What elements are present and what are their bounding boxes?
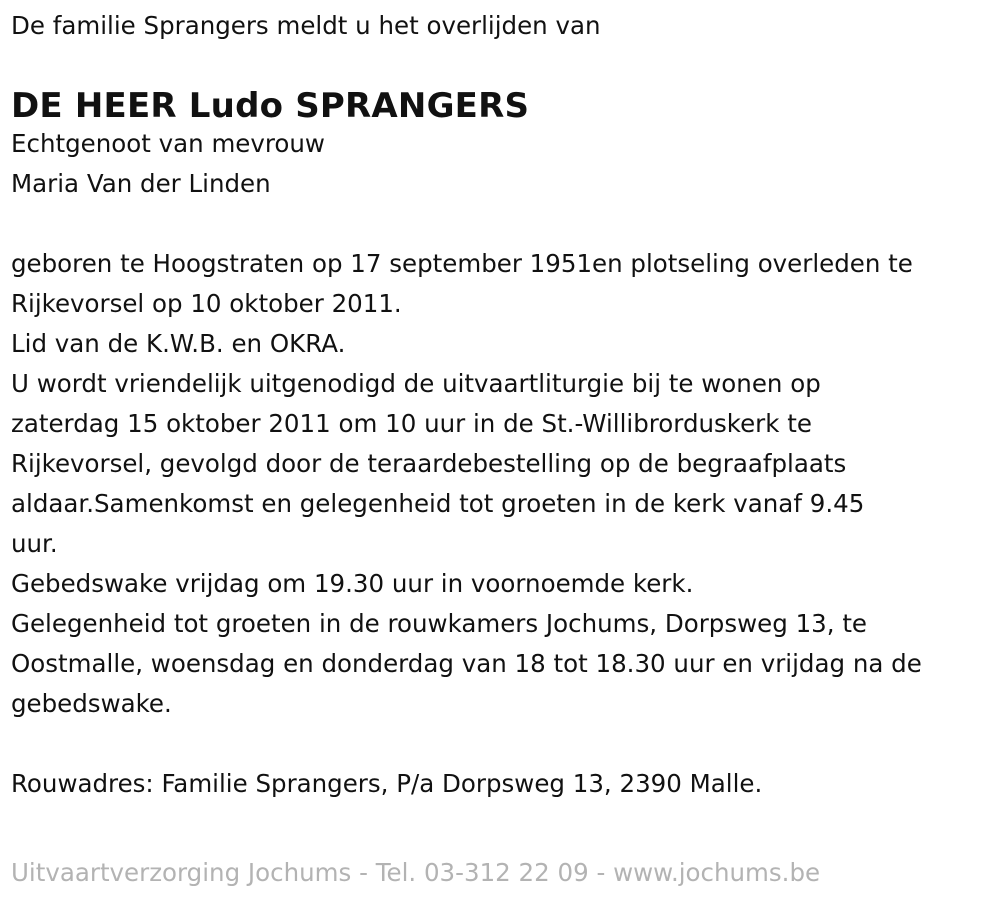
- body-line: aldaar.Samenkomst en gelegenheid tot groeten in de kerk vanaf 9.45: [11, 489, 865, 518]
- deceased-name: DE HEER Ludo SPRANGERS: [11, 86, 530, 126]
- spacer: [11, 724, 988, 764]
- body-line: geboren te Hoogstraten op 17 september 1951en plotseling overleden te: [11, 249, 913, 278]
- body-line: Gelegenheid tot groeten in de rouwkamers Jochums, Dorpsweg 13, te: [11, 609, 868, 638]
- notice-body: [11, 244, 988, 724]
- mourning-address: Rouwadres: Familie Sprangers, P/a Dorpsweg 13, 2390 Malle.: [11, 769, 763, 798]
- body-line: gebedswake.: [11, 689, 172, 718]
- body-line: Rijkevorsel op 10 oktober 2011.: [11, 289, 402, 318]
- spouse-line-2: Maria Van der Linden: [11, 169, 271, 198]
- body-line: zaterdag 15 oktober 2011 om 10 uur in de St.-Willibrorduskerk te: [11, 409, 812, 438]
- body-line: U wordt vriendelijk uitgenodigd de uitvaartliturgie bij te wonen op: [11, 369, 821, 398]
- intro-text: De familie Sprangers meldt u het overlijden van: [11, 11, 601, 40]
- body-line: Gebedswake vrijdag om 19.30 uur in voornoemde kerk.: [11, 569, 694, 598]
- body-line: Oostmalle, woensdag en donderdag van 18 tot 18.30 uur en vrijdag na de: [11, 649, 922, 678]
- body-line: uur.: [11, 529, 58, 558]
- body-line: Lid van de K.W.B. en OKRA.: [11, 329, 346, 358]
- spacer: [11, 204, 988, 244]
- body-line: Rijkevorsel, gevolgd door de teraardebestelling op de begraafplaats: [11, 449, 847, 478]
- funeral-home-footer: Uitvaartverzorging Jochums - Tel. 03-312 22 09 - www.jochums.be: [11, 858, 821, 887]
- spouse-line-1: Echtgenoot van mevrouw: [11, 129, 325, 158]
